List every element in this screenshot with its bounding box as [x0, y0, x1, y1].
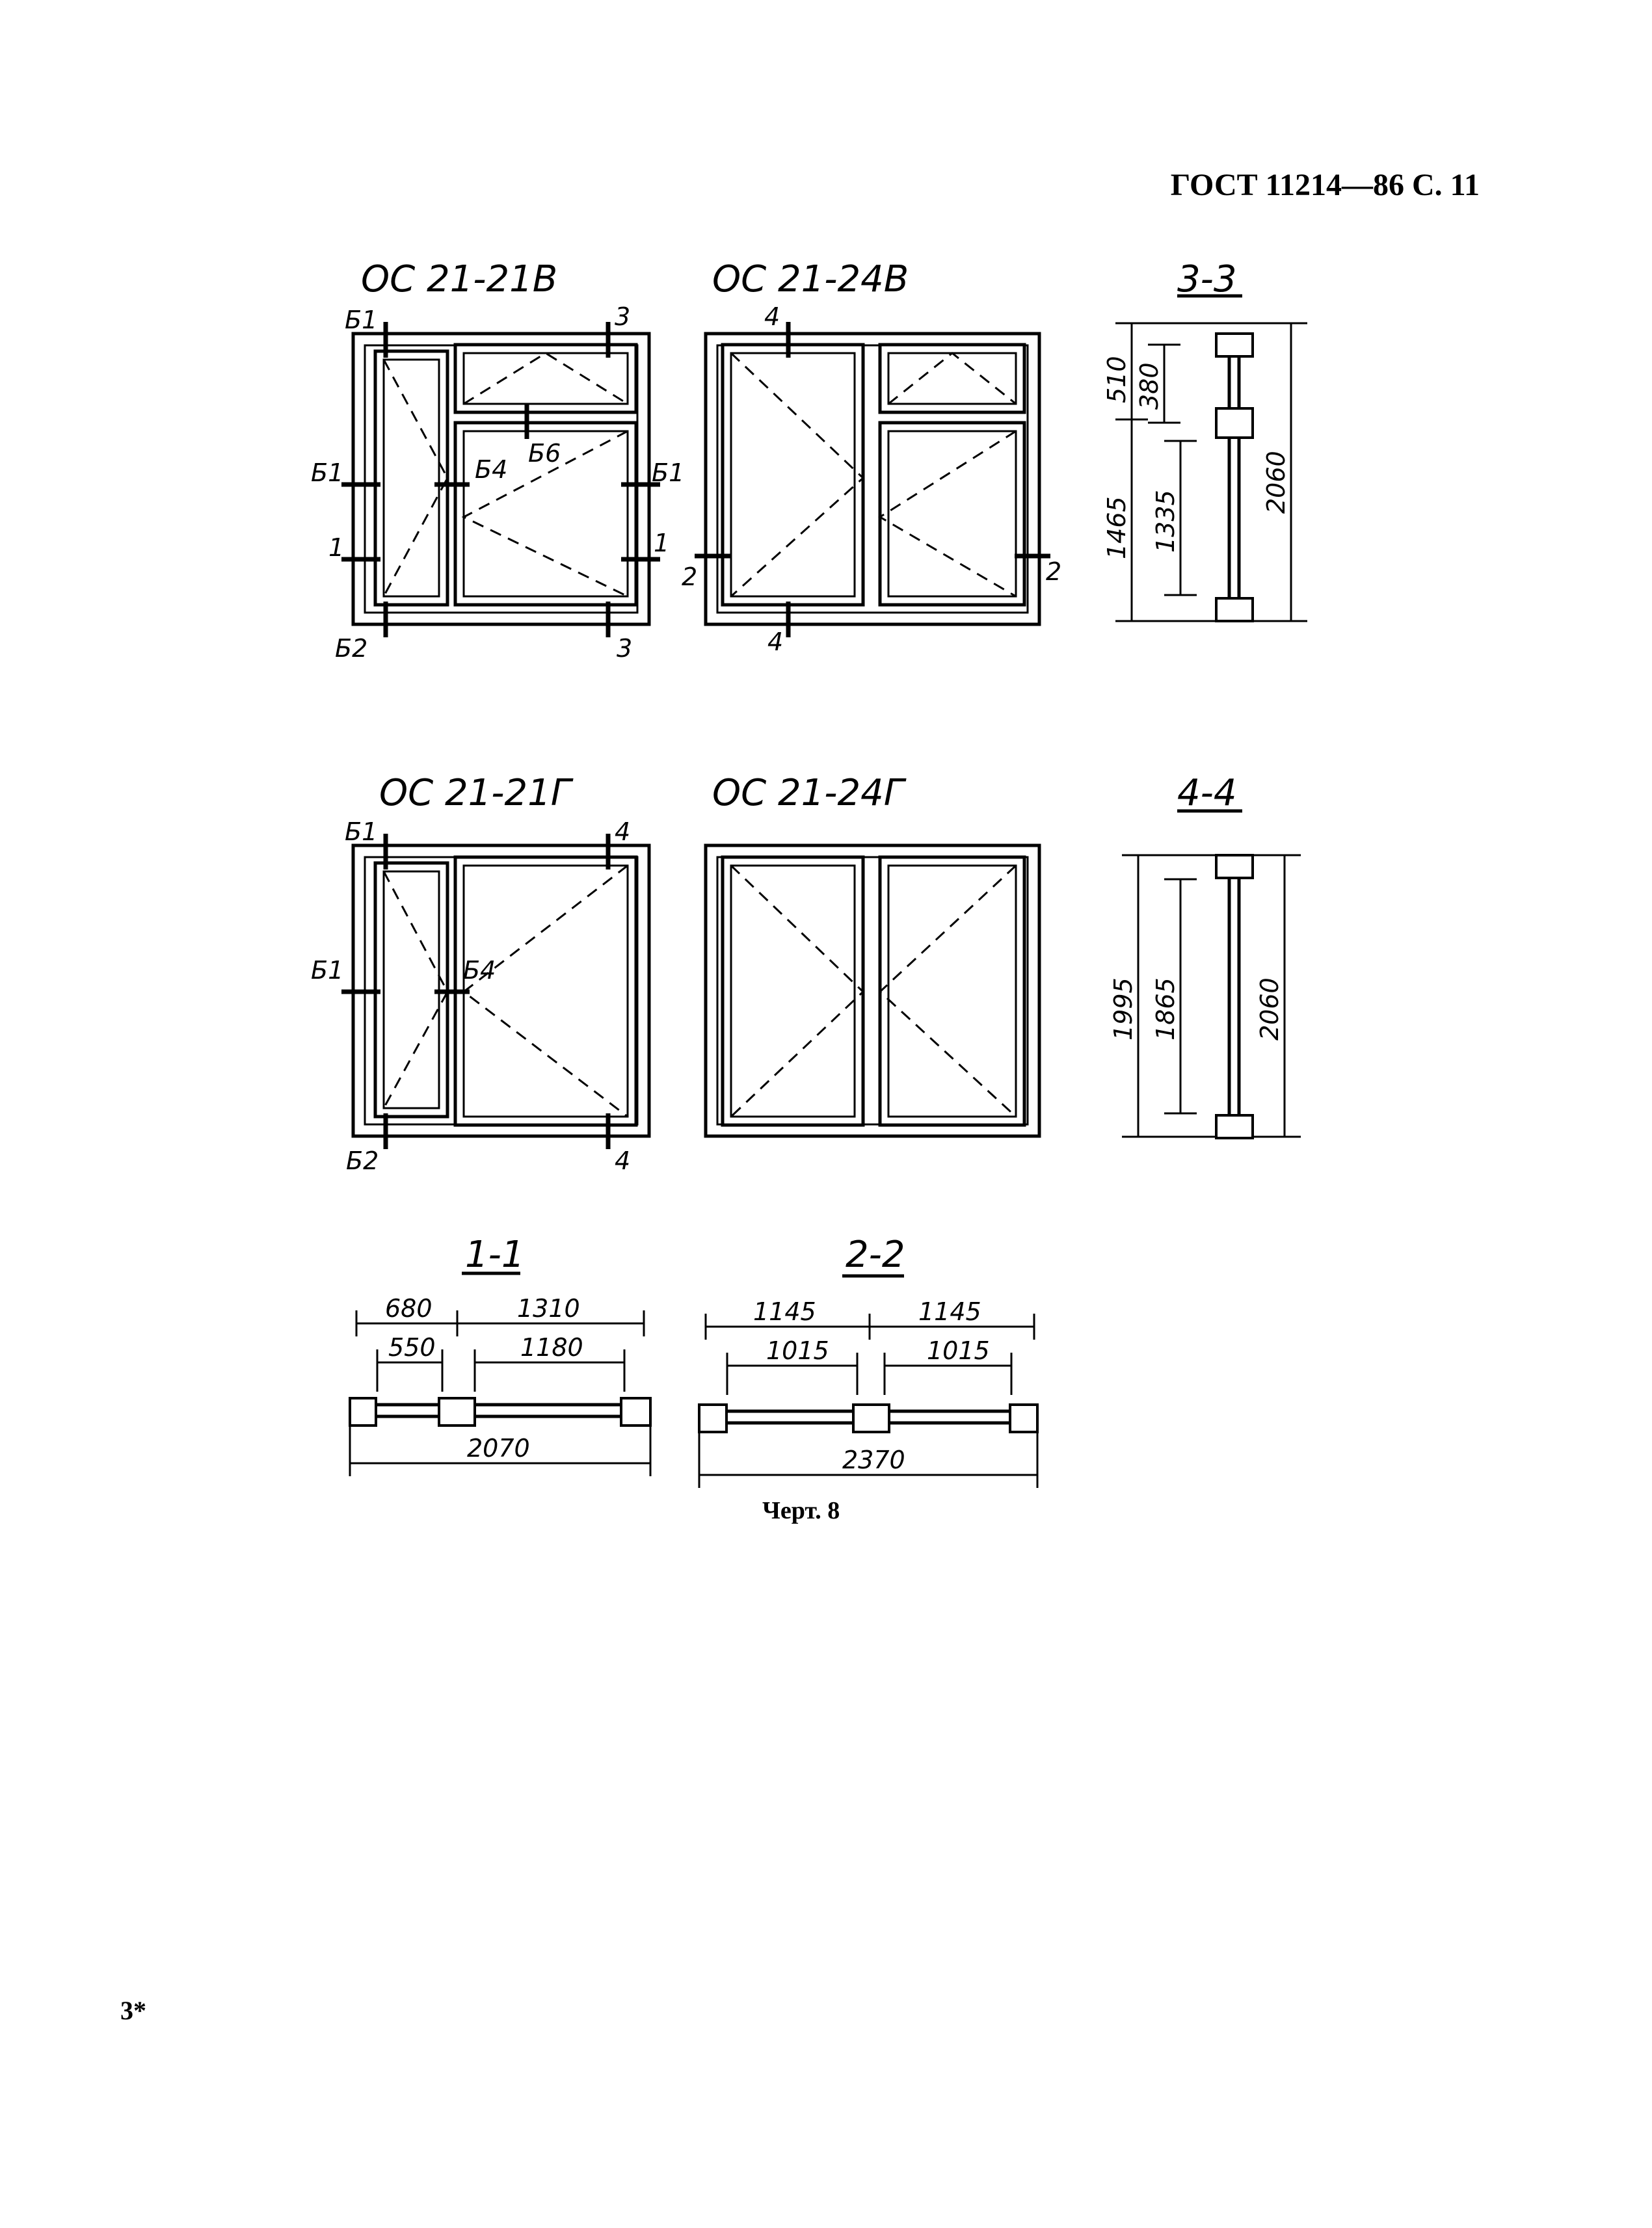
svg-text:2: 2: [1046, 557, 1062, 586]
svg-text:1: 1: [654, 529, 670, 557]
svg-text:Б1: Б1: [652, 458, 685, 487]
svg-text:Б1: Б1: [345, 817, 378, 846]
svg-text:550: 550: [388, 1333, 436, 1362]
section-2-2: [699, 1234, 1037, 1488]
svg-text:4: 4: [615, 817, 631, 846]
section-3-3: [1102, 258, 1307, 621]
window-oc-21-24g: [706, 772, 1039, 1136]
svg-text:3: 3: [615, 302, 631, 331]
svg-text:1180: 1180: [520, 1333, 583, 1362]
window-oc-21-21g: [311, 772, 649, 1175]
section-1-1: [350, 1234, 650, 1476]
outer-frame: [706, 334, 1039, 624]
left-sash: [723, 857, 863, 1125]
svg-text:510: 510: [1102, 356, 1131, 403]
svg-text:3: 3: [617, 634, 633, 663]
svg-text:Б1: Б1: [311, 956, 344, 985]
svg-text:1310: 1310: [517, 1294, 580, 1323]
window-title: ОС 21-24Г: [712, 772, 904, 814]
section-title: 4-4: [1177, 772, 1237, 814]
left-sash: [723, 345, 863, 605]
section-4-4: [1109, 772, 1301, 1138]
window-title: ОС 21-21В: [361, 258, 558, 300]
window-title: ОС 21-21Г: [379, 772, 571, 814]
svg-text:Б4: Б4: [463, 956, 496, 985]
outer-frame: [353, 845, 649, 1136]
svg-text:1145: 1145: [918, 1297, 981, 1326]
svg-text:1015: 1015: [766, 1336, 829, 1365]
svg-text:2070: 2070: [467, 1434, 530, 1463]
main-sash: [880, 423, 1024, 605]
svg-text:1465: 1465: [1102, 496, 1131, 559]
transom-sash: [880, 345, 1024, 412]
figure-caption: Черт. 8: [762, 1497, 840, 1524]
svg-text:1865: 1865: [1151, 977, 1180, 1041]
svg-text:4: 4: [615, 1147, 631, 1175]
section-title: 1-1: [465, 1234, 525, 1276]
svg-text:Б6: Б6: [528, 439, 561, 468]
page-header: ГОСТ 11214—86 С. 11: [1170, 168, 1480, 202]
svg-text:1995: 1995: [1109, 977, 1138, 1041]
window-oc-21-24v: [682, 258, 1061, 656]
svg-text:1145: 1145: [753, 1297, 816, 1326]
svg-text:2060: 2060: [1262, 451, 1290, 514]
svg-text:4: 4: [764, 302, 780, 331]
svg-text:1335: 1335: [1151, 490, 1180, 553]
svg-text:2: 2: [682, 563, 698, 591]
left-sash: [375, 351, 447, 605]
section-title: 3-3: [1177, 258, 1237, 300]
section-title: 2-2: [846, 1234, 905, 1276]
svg-text:Б1: Б1: [311, 458, 344, 487]
page-mark: 3*: [120, 1996, 146, 2025]
svg-text:380: 380: [1135, 362, 1164, 410]
svg-text:2060: 2060: [1255, 977, 1284, 1041]
svg-text:4: 4: [767, 628, 784, 656]
svg-text:1015: 1015: [927, 1336, 990, 1365]
svg-text:2370: 2370: [842, 1446, 905, 1474]
svg-text:Б2: Б2: [335, 634, 368, 663]
right-sash: [880, 857, 1024, 1125]
svg-text:1: 1: [328, 533, 345, 562]
svg-text:Б4: Б4: [475, 455, 508, 484]
window-title: ОС 21-24В: [712, 258, 909, 300]
window-oc-21-21v: [311, 258, 684, 663]
svg-text:680: 680: [385, 1294, 433, 1323]
svg-text:Б2: Б2: [346, 1147, 379, 1175]
main-sash: [455, 857, 636, 1125]
svg-text:Б1: Б1: [345, 306, 378, 334]
